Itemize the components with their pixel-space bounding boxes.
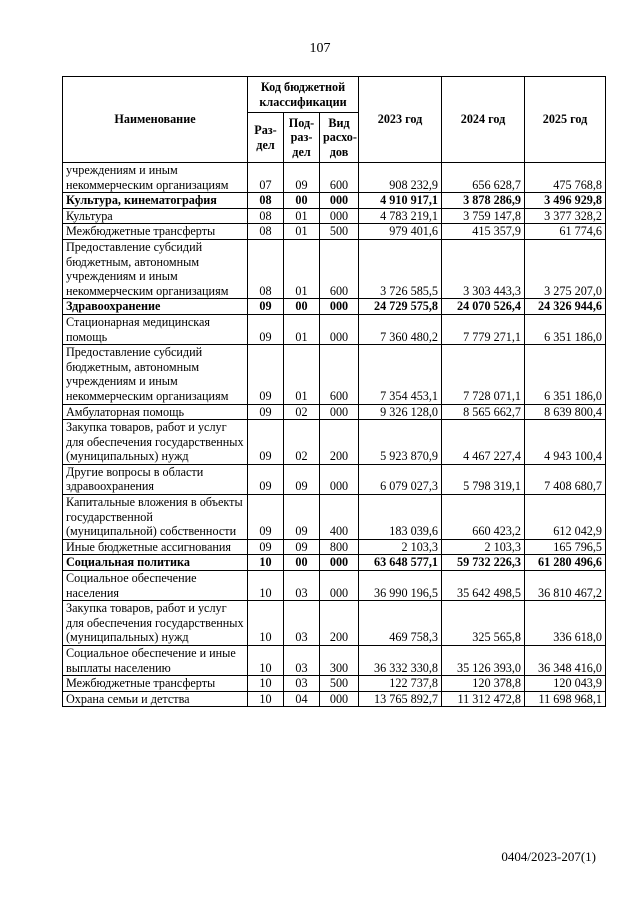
row-subsection-code: 01	[284, 314, 320, 344]
row-amount-2025: 24 326 944,6	[525, 299, 606, 315]
row-amount-2025: 3 275 207,0	[525, 239, 606, 298]
row-name: Социальное обеспечение населения	[63, 571, 248, 601]
row-subsection-code: 03	[284, 571, 320, 601]
row-expense-type-code: 000	[320, 571, 359, 601]
row-amount-2024: 3 878 286,9	[442, 193, 525, 209]
row-amount-2025: 11 698 968,1	[525, 691, 606, 707]
row-amount-2024: 3 303 443,3	[442, 239, 525, 298]
row-subsection-code: 04	[284, 691, 320, 707]
table-row	[63, 571, 606, 601]
row-section-code: 09	[248, 345, 284, 404]
row-amount-2025: 6 351 186,0	[525, 314, 606, 344]
row-amount-2024: 3 759 147,8	[442, 208, 525, 224]
row-amount-2024: 35 126 393,0	[442, 646, 525, 676]
table-body	[63, 163, 606, 707]
row-amount-2025: 8 639 800,4	[525, 404, 606, 420]
row-amount-2025: 36 810 467,2	[525, 571, 606, 601]
row-amount-2023: 979 401,6	[359, 224, 442, 240]
row-amount-2024: 4 467 227,4	[442, 420, 525, 465]
row-section-code: 08	[248, 193, 284, 209]
row-expense-type-code: 000	[320, 404, 359, 420]
row-expense-type-code: 200	[320, 601, 359, 646]
row-amount-2024: 8 565 662,7	[442, 404, 525, 420]
row-amount-2025: 61 280 496,6	[525, 555, 606, 571]
row-subsection-code: 00	[284, 193, 320, 209]
row-amount-2024: 2 103,3	[442, 539, 525, 555]
row-section-code: 08	[248, 224, 284, 240]
table-row	[63, 601, 606, 646]
row-expense-type-code: 000	[320, 691, 359, 707]
row-expense-type-code: 600	[320, 239, 359, 298]
row-expense-type-code: 800	[320, 539, 359, 555]
row-amount-2023: 7 354 453,1	[359, 345, 442, 404]
row-amount-2025: 475 768,8	[525, 163, 606, 193]
row-amount-2023: 4 783 219,1	[359, 208, 442, 224]
row-amount-2023: 908 232,9	[359, 163, 442, 193]
row-amount-2023: 9 326 128,0	[359, 404, 442, 420]
row-expense-type-code: 000	[320, 299, 359, 315]
header-subsection: Под- раз- дел	[284, 113, 320, 163]
row-subsection-code: 02	[284, 420, 320, 465]
header-2025: 2025 год	[525, 77, 606, 163]
row-name: учреждениям и иным некоммерческим организациям	[63, 163, 248, 193]
row-amount-2025: 3 377 328,2	[525, 208, 606, 224]
table-row	[63, 163, 606, 193]
row-section-code: 08	[248, 208, 284, 224]
row-amount-2023: 5 923 870,9	[359, 420, 442, 465]
row-amount-2023: 3 726 585,5	[359, 239, 442, 298]
table-row	[63, 676, 606, 692]
row-amount-2023: 183 039,6	[359, 495, 442, 540]
table-row	[63, 691, 606, 707]
row-section-code: 10	[248, 676, 284, 692]
row-amount-2024: 59 732 226,3	[442, 555, 525, 571]
header-name: Наименование	[63, 77, 248, 163]
table-row	[63, 646, 606, 676]
row-amount-2024: 5 798 319,1	[442, 464, 525, 494]
row-amount-2024: 415 357,9	[442, 224, 525, 240]
row-subsection-code: 09	[284, 464, 320, 494]
row-name: Стационарная медицинская помощь	[63, 314, 248, 344]
row-name: Иные бюджетные ассигнования	[63, 539, 248, 555]
row-amount-2024: 120 378,8	[442, 676, 525, 692]
row-section-code: 10	[248, 601, 284, 646]
row-name: Другие вопросы в области здравоохранения	[63, 464, 248, 494]
row-subsection-code: 09	[284, 495, 320, 540]
row-name: Межбюджетные трансферты	[63, 676, 248, 692]
row-subsection-code: 00	[284, 555, 320, 571]
row-amount-2023: 4 910 917,1	[359, 193, 442, 209]
header-2024: 2024 год	[442, 77, 525, 163]
row-name: Культура	[63, 208, 248, 224]
row-name: Здравоохранение	[63, 299, 248, 315]
row-expense-type-code: 200	[320, 420, 359, 465]
row-expense-type-code: 600	[320, 163, 359, 193]
row-expense-type-code: 000	[320, 314, 359, 344]
table-row	[63, 555, 606, 571]
table-row	[63, 345, 606, 404]
table-row	[63, 314, 606, 344]
row-name: Культура, кинематография	[63, 193, 248, 209]
row-subsection-code: 01	[284, 208, 320, 224]
row-amount-2024: 11 312 472,8	[442, 691, 525, 707]
document-footer-code: 0404/2023-207(1)	[501, 849, 596, 864]
header-code-group: Код бюджетной классификации	[248, 77, 359, 113]
row-section-code: 09	[248, 495, 284, 540]
row-amount-2024: 24 070 526,4	[442, 299, 525, 315]
row-expense-type-code: 500	[320, 224, 359, 240]
row-expense-type-code: 000	[320, 464, 359, 494]
row-section-code: 08	[248, 239, 284, 298]
row-name: Предоставление субсидий бюджетным, автономным учреждениям и иным некоммерческим организациям	[63, 239, 248, 298]
row-section-code: 10	[248, 646, 284, 676]
row-amount-2024: 660 423,2	[442, 495, 525, 540]
row-expense-type-code: 000	[320, 208, 359, 224]
row-amount-2024: 325 565,8	[442, 601, 525, 646]
table-row	[63, 193, 606, 209]
row-name: Закупка товаров, работ и услуг для обеспечения государственных (муниципальных) нужд	[63, 420, 248, 465]
table-row	[63, 495, 606, 540]
table-row	[63, 539, 606, 555]
row-subsection-code: 02	[284, 404, 320, 420]
row-expense-type-code: 300	[320, 646, 359, 676]
row-section-code: 09	[248, 404, 284, 420]
table-row	[63, 208, 606, 224]
row-name: Охрана семьи и детства	[63, 691, 248, 707]
row-amount-2025: 120 043,9	[525, 676, 606, 692]
table-header	[63, 77, 606, 163]
row-amount-2025: 3 496 929,8	[525, 193, 606, 209]
table-row	[63, 299, 606, 315]
row-name: Закупка товаров, работ и услуг для обеспечения государственных (муниципальных) нужд	[63, 601, 248, 646]
row-amount-2024: 7 779 271,1	[442, 314, 525, 344]
row-amount-2024: 35 642 498,5	[442, 571, 525, 601]
row-section-code: 09	[248, 464, 284, 494]
row-subsection-code: 01	[284, 345, 320, 404]
row-subsection-code: 03	[284, 646, 320, 676]
row-name: Социальное обеспечение и иные выплаты населению	[63, 646, 248, 676]
row-subsection-code: 03	[284, 601, 320, 646]
row-amount-2025: 336 618,0	[525, 601, 606, 646]
row-amount-2025: 4 943 100,4	[525, 420, 606, 465]
row-subsection-code: 09	[284, 163, 320, 193]
row-amount-2025: 61 774,6	[525, 224, 606, 240]
row-amount-2023: 469 758,3	[359, 601, 442, 646]
row-amount-2023: 122 737,8	[359, 676, 442, 692]
row-subsection-code: 01	[284, 224, 320, 240]
row-name: Социальная политика	[63, 555, 248, 571]
row-section-code: 09	[248, 314, 284, 344]
row-section-code: 09	[248, 299, 284, 315]
row-section-code: 10	[248, 555, 284, 571]
row-amount-2024: 7 728 071,1	[442, 345, 525, 404]
row-subsection-code: 03	[284, 676, 320, 692]
row-amount-2023: 36 332 330,8	[359, 646, 442, 676]
table-row	[63, 224, 606, 240]
row-expense-type-code: 600	[320, 345, 359, 404]
budget-table	[62, 76, 606, 707]
table-row	[63, 420, 606, 465]
row-amount-2025: 165 796,5	[525, 539, 606, 555]
row-subsection-code: 00	[284, 299, 320, 315]
row-expense-type-code: 400	[320, 495, 359, 540]
row-amount-2023: 24 729 575,8	[359, 299, 442, 315]
row-amount-2025: 36 348 416,0	[525, 646, 606, 676]
table-row	[63, 404, 606, 420]
row-subsection-code: 09	[284, 539, 320, 555]
row-section-code: 10	[248, 571, 284, 601]
row-expense-type-code: 000	[320, 555, 359, 571]
row-section-code: 09	[248, 539, 284, 555]
row-amount-2023: 36 990 196,5	[359, 571, 442, 601]
row-amount-2023: 6 079 027,3	[359, 464, 442, 494]
page-number: 107	[309, 41, 331, 56]
row-section-code: 07	[248, 163, 284, 193]
row-amount-2025: 6 351 186,0	[525, 345, 606, 404]
table-row	[63, 239, 606, 298]
row-section-code: 09	[248, 420, 284, 465]
row-expense-type-code: 000	[320, 193, 359, 209]
row-amount-2023: 63 648 577,1	[359, 555, 442, 571]
row-amount-2023: 7 360 480,2	[359, 314, 442, 344]
header-expense-type: Вид расхо- дов	[320, 113, 359, 163]
row-name: Предоставление субсидий бюджетным, автономным учреждениям и иным некоммерческим организациям	[63, 345, 248, 404]
row-subsection-code: 01	[284, 239, 320, 298]
header-2023: 2023 год	[359, 77, 442, 163]
row-amount-2023: 2 103,3	[359, 539, 442, 555]
row-amount-2025: 7 408 680,7	[525, 464, 606, 494]
row-amount-2023: 13 765 892,7	[359, 691, 442, 707]
header-section: Раз- дел	[248, 113, 284, 163]
row-expense-type-code: 500	[320, 676, 359, 692]
row-name: Межбюджетные трансферты	[63, 224, 248, 240]
row-name: Капитальные вложения в объекты государственной (муниципальной) собственности	[63, 495, 248, 540]
row-amount-2024: 656 628,7	[442, 163, 525, 193]
row-amount-2025: 612 042,9	[525, 495, 606, 540]
row-section-code: 10	[248, 691, 284, 707]
table-row	[63, 464, 606, 494]
row-name: Амбулаторная помощь	[63, 404, 248, 420]
